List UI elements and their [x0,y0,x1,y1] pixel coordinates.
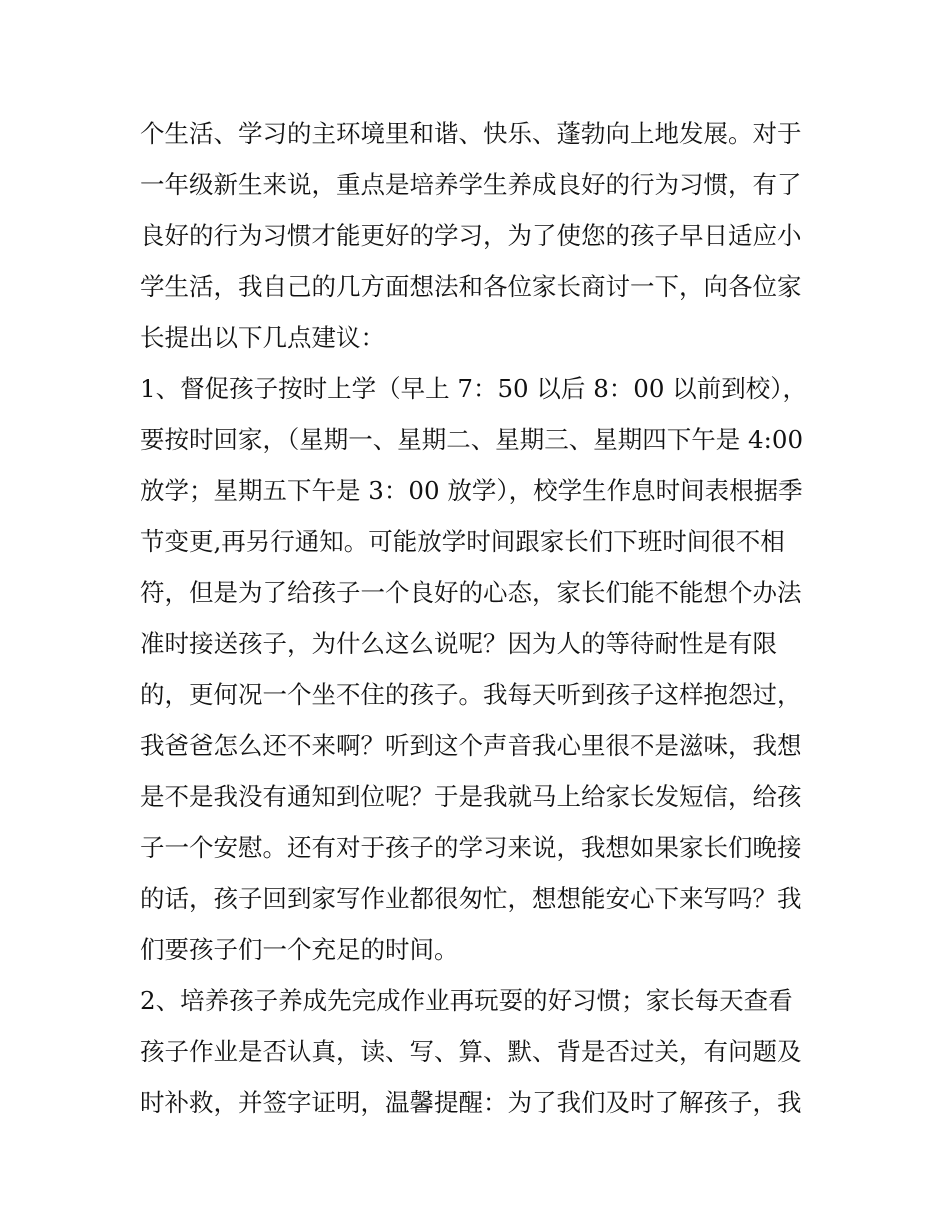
text-line: 们要孩子们一个充足的时间。 [140,935,459,964]
text-line: 我爸爸怎么还不来啊？听到这个声音我心里很不是滋味，我想 [140,731,802,760]
text-line: 的，更何况一个坐不住的孩子。我每天听到孩子这样抱怨过， [140,680,802,709]
text-line: 节变更,再另行通知。可能放学时间跟家长们下班时间很不相 [140,527,785,556]
text-line: 要按时回家，（星期一、星期二、星期三、星期四下午是 4:00 [140,425,804,454]
text-line: 长提出以下几点建议： [140,323,385,352]
text-line: 放学；星期五下午是 3：00 放学），校学生作息时间表根据季 [140,476,803,505]
text-line: 个生活、学习的主环境里和谐、快乐、蓬勃向上地发展。对于 [140,119,802,148]
text-line: 良好的行为习惯才能更好的学习，为了使您的孩子早日适应小 [140,221,802,250]
text-line: 学生活，我自己的几方面想法和各位家长商讨一下，向各位家 [140,272,802,301]
text-line: 时补救，并签字证明，温馨提醒：为了我们及时了解孩子，我 [140,1088,802,1117]
text-line: 子一个安慰。还有对于孩子的学习来说，我想如果家长们晚接 [140,833,802,862]
text-line: 是不是我没有通知到位呢？于是我就马上给家长发短信，给孩 [140,782,802,811]
text-line: 准时接送孩子，为什么这么说呢？因为人的等待耐性是有限 [140,629,777,658]
body-text [140,108,820,1128]
text-line: 孩子作业是否认真，读、写、算、默、背是否过关，有问题及 [140,1037,802,1066]
text-line: 符，但是为了给孩子一个良好的心态，家长们能不能想个办法 [140,578,802,607]
text-line: 一年级新生来说，重点是培养学生养成良好的行为习惯，有了 [140,170,802,199]
text-line: 的话，孩子回到家写作业都很匆忙，想想能安心下来写吗？我 [140,884,802,913]
text-line: 2、培养孩子养成先完成作业再玩耍的好习惯；家长每天查看 [140,986,793,1015]
text-line: 1、督促孩子按时上学（早上 7：50 以后 8：00 以前到校）， [140,374,808,403]
